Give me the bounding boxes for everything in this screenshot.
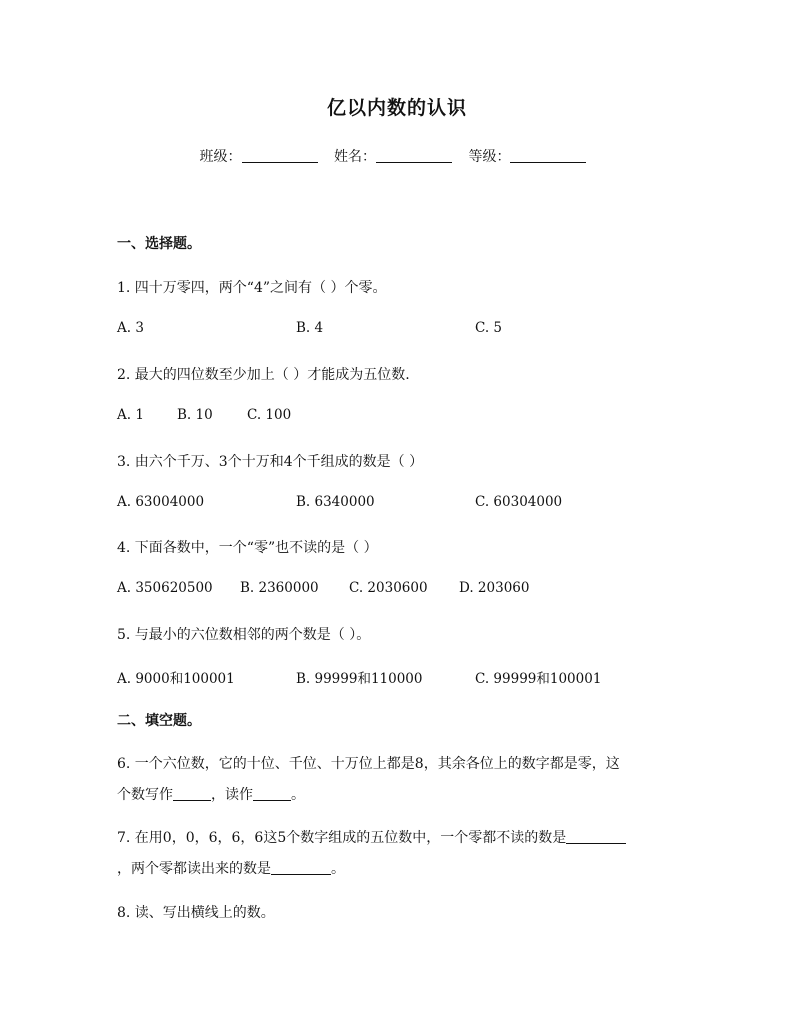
grade-blank[interactable] [510, 148, 586, 163]
section-heading-fill: 二、填空题。 [117, 713, 201, 729]
q6-text-c: 。 [291, 787, 305, 803]
q6-blank-write[interactable] [173, 786, 211, 801]
q7-blank-no-zero[interactable] [566, 829, 626, 844]
name-label: 姓名： [334, 149, 376, 165]
q7-text-b: ，两个零都读出来的数是 [117, 861, 271, 877]
question-7-line-1 [117, 827, 626, 847]
student-info-row [0, 146, 794, 166]
question-1: 1. 四十万零四，两个“4”之间有（ ）个零。 [117, 280, 387, 296]
q7-blank-two-zeros[interactable] [271, 860, 331, 875]
q4-option-a[interactable]: A. 350620500 [117, 580, 213, 596]
section-heading-choice: 一、选择题。 [117, 236, 201, 252]
q5-option-b[interactable]: B. 99999和110000 [296, 671, 423, 687]
q6-text-a: 个数写作 [117, 787, 173, 803]
q6-text-b: ，读作 [211, 787, 253, 803]
page-title: 亿以内数的认识 [326, 97, 467, 119]
q4-option-d[interactable]: D. 203060 [459, 580, 530, 596]
q6-blank-read[interactable] [253, 786, 291, 801]
q5-option-c[interactable]: C. 99999和100001 [475, 671, 602, 687]
question-3: 3. 由六个千万、3个十万和4个千组成的数是（ ） [117, 454, 424, 470]
question-2: 2. 最大的四位数至少加上（ ）才能成为五位数. [117, 367, 410, 383]
q5-option-a[interactable]: A. 9000和100001 [117, 671, 235, 687]
name-blank[interactable] [376, 148, 452, 163]
question-6-line-2 [117, 784, 305, 804]
q4-option-b[interactable]: B. 2360000 [240, 580, 319, 596]
q7-text-a: 7. 在用0，0，6，6，6这5个数字组成的五位数中，一个零都不读的数是 [117, 830, 567, 846]
q1-option-c[interactable]: C. 5 [475, 320, 503, 336]
q2-option-a[interactable]: A. 1 [117, 407, 144, 423]
q4-option-c[interactable]: C. 2030600 [349, 580, 428, 596]
question-4: 4. 下面各数中，一个“零”也不读的是（ ） [117, 540, 378, 556]
question-5: 5. 与最小的六位数相邻的两个数是（ ）。 [117, 627, 371, 643]
q1-option-a[interactable]: A. 3 [117, 320, 144, 336]
class-label: 班级： [199, 149, 242, 165]
q3-option-a[interactable]: A. 63004000 [117, 494, 205, 510]
q7-text-c: 。 [331, 861, 345, 877]
q3-option-c[interactable]: C. 60304000 [475, 494, 563, 510]
grade-label: 等级： [468, 149, 511, 165]
question-6-line-1: 6. 一个六位数，它的十位、千位、十万位上都是8，其余各位上的数字都是零，这 [117, 756, 620, 772]
q2-option-c[interactable]: C. 100 [247, 407, 292, 423]
question-7-line-2 [117, 858, 345, 878]
question-8: 8. 读、写出横线上的数。 [117, 905, 275, 921]
q2-option-b[interactable]: B. 10 [177, 407, 213, 423]
q1-option-b[interactable]: B. 4 [296, 320, 324, 336]
class-blank[interactable] [242, 148, 318, 163]
q3-option-b[interactable]: B. 6340000 [296, 494, 375, 510]
